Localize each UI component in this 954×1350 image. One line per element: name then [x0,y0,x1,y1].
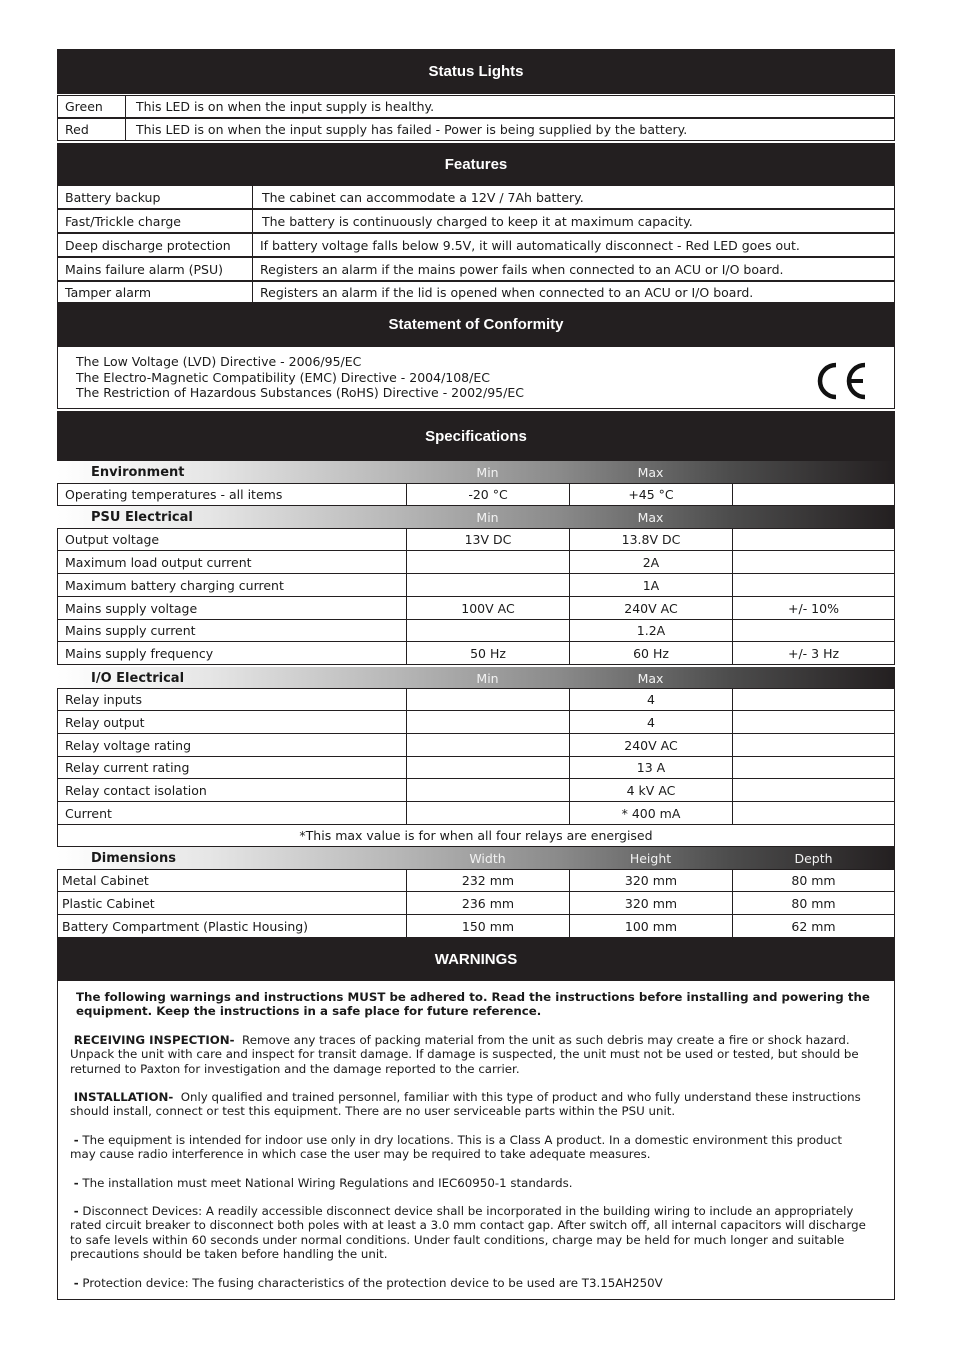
warnings-intro: The following warnings and instructions MUST be adhered to. Read the instructions before installing and powering the equipment. Keep the instructions in a safe place for future reference. [76,990,870,1019]
spec-row-min [406,778,570,802]
conformity-heading: Statement of Conformity [57,303,895,346]
warning-item [70,1133,870,1162]
status-green-text: This LED is on when the input supply is healthy. [125,95,895,118]
dimension-row-width: 232 mm [406,869,570,892]
spec-row-label: Relay contact isolation [57,778,407,802]
warning-bullet: - [73,1132,79,1147]
spec-row-extra [732,778,895,802]
environment-max-header: Max [637,464,664,480]
status-red-text: This LED is on when the input supply has failed - Power is being supplied by the battery. [125,118,895,141]
warning-item-text: The installation must meet National Wiring Regulations and IEC60950-1 standards. [82,1175,573,1190]
io-min-header: Min [476,670,499,686]
spec-row-extra [732,801,895,825]
spec-row-max: 4 [569,710,733,734]
feature-label: Battery backup [57,185,253,209]
warning-bullet: - [73,1275,79,1290]
dimension-row-depth: 62 mm [732,914,895,938]
warning-item [70,1276,870,1290]
spec-row-label: Relay current rating [57,756,407,779]
conformity-line: The Electro-Magnetic Compatibility (EMC) Directive - 2004/108/EC [76,369,490,385]
psu-min-header: Min [476,509,499,525]
dimension-row-height: 320 mm [569,891,733,915]
spec-row-min: 100V AC [406,596,570,620]
dimension-row-width: 150 mm [406,914,570,938]
feature-text: The battery is continuously charged to keep it at maximum capacity. [252,209,895,233]
dimension-row-height: 320 mm [569,869,733,892]
features-heading: Features [57,143,895,185]
spec-row-extra: +/- 10% [732,596,895,620]
spec-row-max: 13.8V DC [569,528,733,551]
warning-item-text: Disconnect Devices: A readily accessible disconnect device shall be incorporated in the building wiring to include an appropriately rated circuit breaker to disconnect both poles with at least a 3.0 mm contact gap. After switch off, all internal capacitors will discharge to safe levels within 60 seconds under normal conditions. Under fault conditions, charge may be held for much longer and suitable precautions should be taken before handling the unit. [70,1204,866,1262]
receiving-inspection-paragraph [70,1033,870,1076]
dimensions-heading: Dimensions [91,850,176,866]
spec-row-min [406,619,570,642]
spec-row-min [406,573,570,597]
dimension-row-label: Plastic Cabinet [57,891,407,915]
conformity-line: The Low Voltage (LVD) Directive - 2006/95/EC [76,354,362,369]
spec-row-extra [732,573,895,597]
spec-row-label: Current [57,801,407,825]
spec-row-max: 13 A [569,756,733,779]
warnings-heading: WARNINGS [57,938,895,980]
dimensions-width-header: Width [469,850,506,866]
status-green-label: Green [57,95,126,118]
spec-row-max: 2A [569,550,733,574]
feature-text: Registers an alarm if the lid is opened when connected to an ACU or I/O board. [252,281,895,303]
status-red-label: Red [57,118,126,141]
spec-row-label: Relay voltage rating [57,733,407,757]
receiving-inspection-label: RECEIVING INSPECTION- [73,1032,235,1047]
spec-row-extra [732,756,895,779]
psu-max-header: Max [637,509,664,525]
dimension-row-depth: 80 mm [732,891,895,915]
psu-heading: PSU Electrical [91,509,193,525]
warning-item [70,1176,870,1190]
installation-text: Only qualified and trained personnel, familiar with this type of product and who fully understand these instructions should install, connect or test this equipment. There are no user serviceable parts within the PSU unit. [70,1090,861,1119]
dimension-row-label: Metal Cabinet [57,869,407,892]
io-max-header: Max [637,670,664,686]
spec-row-label: Maximum battery charging current [57,573,407,597]
warning-item-text: The equipment is intended for indoor use only in dry locations. This is a Class A product. In a domestic environment this product may cause radio interference in which case the user may be required to take adequate measures. [70,1132,843,1162]
spec-row-min [406,756,570,779]
spec-row-extra [732,710,895,734]
spec-row-max: 1.2A [569,619,733,642]
spec-row-label: Operating temperatures - all items [57,483,407,506]
warning-bullet: - [73,1204,79,1219]
spec-row-label: Mains supply current [57,619,407,642]
environment-heading: Environment [91,464,185,480]
spec-row-min [406,550,570,574]
dimension-row-depth: 80 mm [732,869,895,892]
spec-row-max: 240V AC [569,733,733,757]
spec-row-max: 60 Hz [569,641,733,665]
spec-row-extra: +/- 3 Hz [732,641,895,665]
spec-row-min [406,688,570,711]
spec-row-extra [732,733,895,757]
feature-text: If battery voltage falls below 9.5V, it will automatically disconnect - Red LED goes out. [252,233,895,257]
feature-label: Deep discharge protection [57,233,253,257]
spec-row-extra [732,528,895,551]
feature-label: Fast/Trickle charge [57,209,253,233]
spec-row-min: -20 °C [406,483,570,506]
spec-row-label: Output voltage [57,528,407,551]
spec-row-extra [732,619,895,642]
feature-label: Tamper alarm [57,281,253,303]
spec-row-label: Relay output [57,710,407,734]
spec-row-max: * 400 mA [569,801,733,825]
relay-footnote: *This max value is for when all four relays are energised [57,824,895,847]
spec-row-min [406,710,570,734]
spec-row-min [406,801,570,825]
spec-row-max: 4 kV AC [569,778,733,802]
spec-row-label: Mains supply frequency [57,641,407,665]
warnings-body [70,990,870,1290]
dimension-row-width: 236 mm [406,891,570,915]
environment-min-header: Min [476,464,499,480]
receiving-inspection-text: Remove any traces of packing material from the unit as such debris may create a fire or shock hazard. Unpack the unit with care and inspect for transit damage. If damage is suspected, the unit must not be used or tested, but should be returned to Paxton for investigation and the damage reported to the carrier. [70,1032,859,1076]
spec-row-label: Maximum load output current [57,550,407,574]
spec-row-label: Mains supply voltage [57,596,407,620]
feature-text: The cabinet can accommodate a 12V / 7Ah battery. [252,185,895,209]
ce-mark-icon [814,360,872,402]
spec-row-max: 240V AC [569,596,733,620]
dimension-row-height: 100 mm [569,914,733,938]
spec-row-min [406,733,570,757]
dimension-row-label: Battery Compartment (Plastic Housing) [57,914,407,938]
dimensions-depth-header: Depth [794,850,833,866]
spec-row-min: 50 Hz [406,641,570,665]
io-heading: I/O Electrical [91,670,185,686]
warning-item [70,1204,870,1262]
spec-row-extra [732,688,895,711]
installation-paragraph [70,1090,870,1119]
spec-row-extra [732,550,895,574]
installation-label: INSTALLATION- [73,1090,174,1105]
specifications-heading: Specifications [57,411,895,461]
conformity-lines [76,354,776,401]
spec-row-max: 4 [569,688,733,711]
spec-row-label: Relay inputs [57,688,407,711]
status-lights-heading: Status Lights [57,49,895,94]
warning-bullet: - [73,1175,79,1190]
dimensions-height-header: Height [629,850,672,866]
spec-row-max: 1A [569,573,733,597]
conformity-line: The Restriction of Hazardous Substances (RoHS) Directive - 2002/95/EC [76,385,524,400]
spec-row-min: 13V DC [406,528,570,551]
spec-row-max: +45 °C [569,483,733,506]
warning-item-text: Protection device: The fusing characteristics of the protection device to be used are T3.15AH250V [82,1275,663,1290]
feature-text: Registers an alarm if the mains power fails when connected to an ACU or I/O board. [252,257,895,281]
spec-row-extra [732,483,895,506]
feature-label: Mains failure alarm (PSU) [57,257,253,281]
